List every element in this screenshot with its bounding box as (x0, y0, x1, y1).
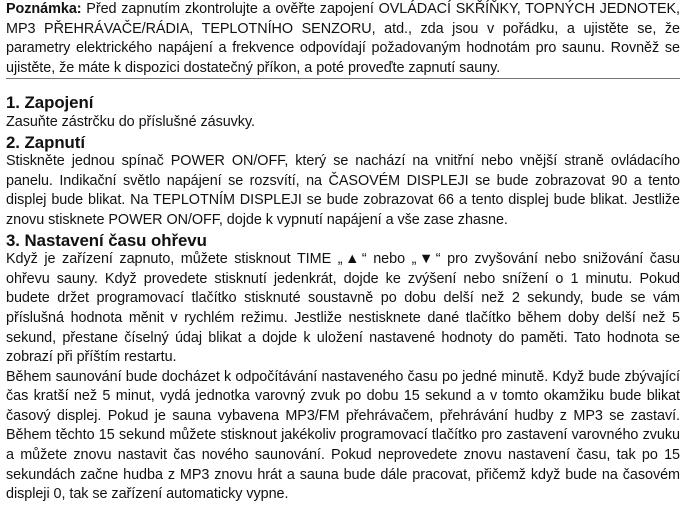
section-heading-zapnuti: 2. Zapnutí (6, 132, 85, 152)
note-paragraph (6, 0, 680, 78)
note-label: Poznámka: (6, 1, 82, 17)
section-paragraph: Během saunování bude docházet k odpočítávání nastaveného času po jedné minutě. Když bude zbývající čas kratší než 5 minut, vydá jednotka varovný zvuk po dobu 15 sekund a v tomto okamžiku bude blikat časový displej. Pokud je sauna vybavena MP3/FM přehrávačem, přehrávání hudby z MP3 se zastaví. Během těchto 15 sekund můžete stisknout jakékoliv programovací tlačítko pro zastavení varovného zvuku a můžete znovu nastavit čas nového saunování. Pokud neprovedete znovu nastavení času, tak po 15 sekundách začne hudba z MP3 znovu hrát a sauna bude dále pracovat, přičemž když bude na časovém displeji 0, tak se zařízení automaticky vypne. (6, 368, 680, 503)
note-text: Před zapnutím zkontrolujte a ověřte zapojení OVLÁDACÍ SKŘÍŇKY, TOPNÝCH JEDNOTEK, MP3 PŘEHRÁVAČE/RÁDIA, TEPLOTNÍHO SENZORU, atd., zda jsou v pořádku, a ujistěte se, že parametry elektrického napájení a frekvence odpovídají požadovaným hodnotám pro saunu. Rovněž se ujistěte, že máte k dispozici dostatečný příkon, a poté proveďte zapnutí sauny. (6, 1, 680, 76)
section-paragraph: Zasuňte zástrčku do příslušné zásuvky. (6, 113, 255, 130)
spacer (6, 79, 680, 93)
section-heading-zapojeni: 1. Zapojení (6, 93, 94, 113)
section-paragraph: Když je zařízení zapnuto, můžete stisknout TIME „▲“ nebo „▼“ pro zvyšování nebo snižování času ohřevu sauny. Když provedete stisknutí jedenkrát, dojde ke zvýšení nebo snížení o 1 minutu. Pokud budete držet programovací tlačítko stisknuté soustavně po dobu delší než 2 sekundy, bude se vám příslušná hodnota měnit v rychlém režimu. Jestliže nestisknete dané tlačítko během doby delší než 5 sekund, přestane číselný údaj blikat a dojde k uložení nastavené hodnoty do paměti. Tato hodnota se zobrazí při příštím restartu. (6, 251, 680, 366)
section-paragraph: Stiskněte jednou spínač POWER ON/OFF, který se nachází na vnitřní nebo vnější straně ovládacího panelu. Indikační světlo napájení se rozsvítí, na ČASOVÉM DISPLEJI se bude zobrazovat 90 a tento displej bude blikat. Na TEPLOTNÍM DISPLEJI se bude zobrazovat 66 a tento displej bude blikat. Jestliže znovu stisknete POWER ON/OFF, dojde k vypnutí napájení a vše zase zhasne. (6, 153, 680, 228)
section-heading-nastaveni-casu: 3. Nastavení času ohřevu (6, 230, 207, 250)
